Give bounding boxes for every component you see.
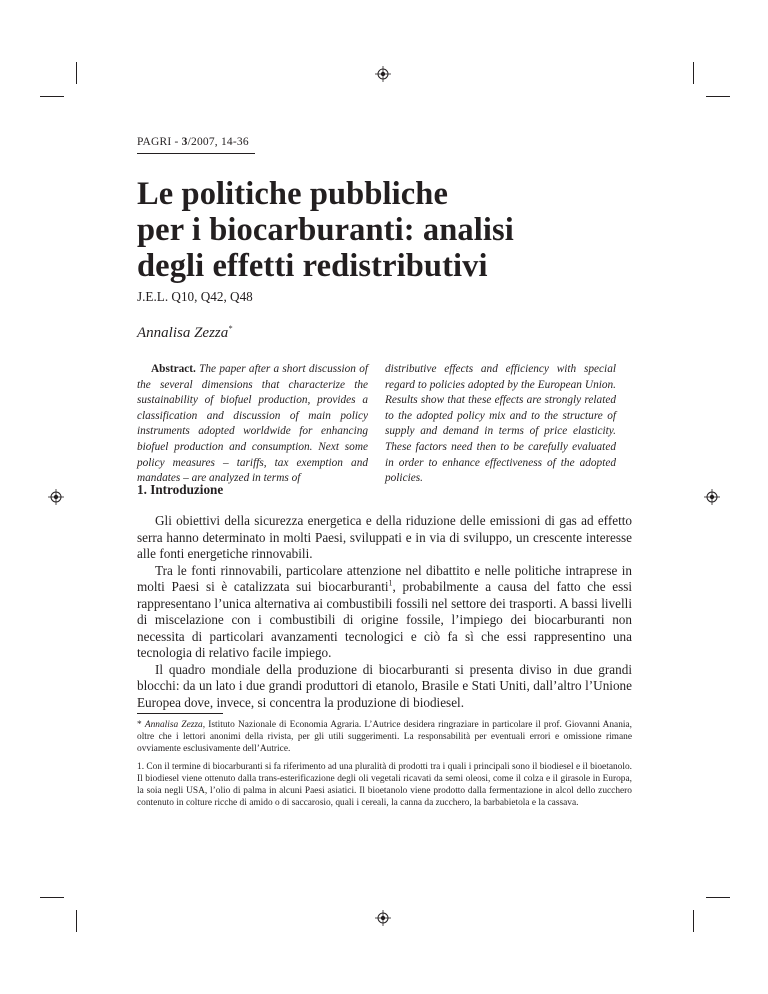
body-text — [137, 513, 632, 711]
paragraph-text: , probabilmente a causa del fatto che essi rappresentano l’unica alternativa ai combustibili fossili nel settore dei trasporti. A bassi livelli di miscelazione con i combustibili di origine fossile, l’impiego dei biocarburanti non necessita di particolari avanzamenti tecnologici e ciò fa sì che essi rappresentino una tecnologia di relativo facile impiego. — [137, 579, 633, 660]
author-line — [137, 325, 232, 342]
abstract-text-right: distributive effects and efficiency with special regard to policies adopted by the European Union. Results show that these effects are strongly related to the adopted policy mix and to the structure of supply and demand in terms of price elasticity. These factors need then to be carefully evaluated in order to enhance effectiveness of the adopted policies. — [385, 363, 616, 485]
article-title — [137, 176, 617, 284]
crop-mark — [76, 910, 77, 932]
journal-suffix: /2007, 14-36 — [187, 136, 249, 148]
crop-mark — [693, 910, 694, 932]
journal-prefix: PAGRI - — [137, 136, 182, 148]
footnote-rule — [137, 713, 223, 714]
body-paragraph: Gli obiettivi della sicurezza energetica e della riduzione delle emissioni di gas ad effetto serra hanno determinato in molti Paesi, sviluppati e in via di sviluppo, un crescente interesse alle fonti energetiche rinnovabili. — [137, 513, 632, 561]
crop-mark — [40, 96, 64, 97]
abstract-left-column — [137, 362, 368, 487]
footnote-ref[interactable]: 1 — [388, 578, 393, 588]
body-paragraph — [137, 563, 632, 662]
footnote-author — [137, 719, 632, 756]
registration-mark-icon — [375, 910, 391, 926]
jel-codes: J.E.L. Q10, Q42, Q48 — [137, 289, 253, 304]
footnote-author-name: Annalisa Zezza — [144, 720, 203, 730]
title-line: Le politiche pubbliche — [137, 176, 448, 212]
footnote-author-text: , Istituto Nazionale di Economia Agraria. L’Autrice desidera ringraziare in particolare il prof. Giovanni Anania, oltre che i lettori anonimi della rivista, per gli utili suggerimenti. La responsabilità per eventuali errori e omissione rimane ovviamente esclusivamente dell’Autrice. — [137, 720, 633, 755]
footnote-mark: * — [137, 720, 145, 730]
registration-mark-icon — [704, 489, 720, 505]
crop-mark — [40, 897, 64, 898]
abstract-text-left: The paper after a short discussion of the several dimensions that characterize the sustainability of biofuel production, provides a classification and discussion of main policy instruments adopted worldwide for enhancing biofuel production and consumption. Next some policy measures – tariffs, tax exemption and mandates – are analyzed in terms of — [137, 363, 368, 485]
abstract-label: Abstract. — [151, 363, 196, 375]
registration-mark-icon — [48, 489, 64, 505]
body-paragraph: Il quadro mondiale della produzione di biocarburanti si presenta diviso in due grandi blocchi: da un lato i due grandi produttori di etanolo, Brasile e Stati Uniti, dall’altro l’Unione Europea dove, invece, si concentra la produzione di biodiesel. — [137, 661, 632, 710]
crop-mark — [693, 62, 694, 84]
abstract-right-column — [385, 362, 616, 487]
footnote-1: 1. Con il termine di biocarburanti si fa riferimento ad una pluralità di prodotti tra i quali i principali sono il biodiesel e il bioetanolo. Il biodiesel viene ottenuto dalla trans-esterificazione degli oli vegetali ricavati da semi oleosi, come il colza e il girasole in Europa, la soia negli USA, l’olio di palma in alcuni Paesi asiatici. Il bioetanolo viene prodotto dalla fermentazione in alcol dello zucchero contenuto in colture ricche di amido o di saccarosio, quali i cereali, la canna da zucchero, la barbabietola e la cassava. — [137, 761, 632, 809]
paragraph-text: Tra le fonti rinnovabili, particolare attenzione nel dibattito e nelle politiche intraprese in molti Paesi si è catalizzata sui biocarburanti — [137, 562, 632, 594]
title-line: per i biocarburanti: analisi — [137, 212, 514, 248]
title-line: degli effetti redistributivi — [137, 248, 488, 284]
footnotes — [137, 719, 632, 814]
header-rule — [137, 153, 255, 154]
journal-issue: 3 — [181, 136, 188, 148]
author-name: Annalisa Zezza — [137, 325, 229, 341]
author-footnote-mark: * — [228, 324, 233, 333]
crop-mark — [706, 96, 730, 97]
crop-mark — [76, 62, 77, 84]
section-heading: 1. Introduzione — [137, 482, 224, 497]
journal-reference — [137, 136, 249, 148]
registration-mark-icon — [375, 66, 391, 82]
crop-mark — [706, 897, 730, 898]
